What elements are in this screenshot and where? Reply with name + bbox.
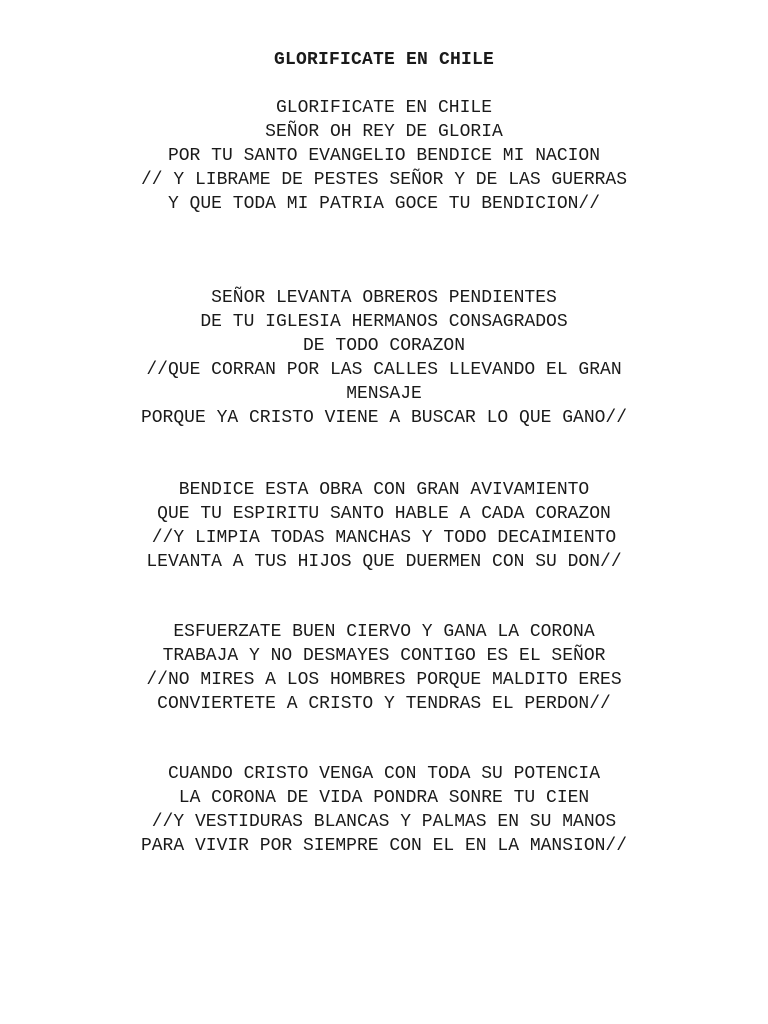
- lyric-line: CONVIERTETE A CRISTO Y TENDRAS EL PERDON//: [157, 694, 611, 714]
- lyric-line: Y QUE TODA MI PATRIA GOCE TU BENDICION//: [167, 194, 601, 214]
- lyric-line: // Y LIBRAME DE PESTES SEÑOR Y DE LAS GUERRAS: [140, 170, 628, 190]
- document-title: GLORIFICATE EN CHILE: [273, 50, 495, 70]
- lyric-line: SEÑOR LEVANTA OBREROS PENDIENTES: [211, 288, 557, 308]
- stanza-1: [0, 96, 768, 216]
- stanza-5: [0, 762, 768, 858]
- lyric-line: BENDICE ESTA OBRA CON GRAN AVIVAMIENTO: [178, 480, 590, 500]
- lyric-line: PARA VIVIR POR SIEMPRE CON EL EN LA MANSION//: [140, 836, 628, 856]
- lyric-line: GLORIFICATE EN CHILE: [275, 98, 493, 118]
- stanza-3: [0, 478, 768, 574]
- lyric-line: QUE TU ESPIRITU SANTO HABLE A CADA CORAZON: [157, 504, 611, 524]
- lyric-line: //Y VESTIDURAS BLANCAS Y PALMAS EN SU MANOS: [151, 812, 617, 832]
- lyric-line: //Y LIMPIA TODAS MANCHAS Y TODO DECAIMIENTO: [151, 528, 617, 548]
- lyric-line: //QUE CORRAN POR LAS CALLES LLEVANDO EL GRAN: [146, 360, 622, 380]
- lyric-line: POR TU SANTO EVANGELIO BENDICE MI NACION: [167, 146, 601, 166]
- lyric-line: ESFUERZATE BUEN CIERVO Y GANA LA CORONA: [173, 622, 595, 642]
- lyric-line: MENSAJE: [346, 384, 422, 404]
- stanza-4: [0, 620, 768, 716]
- lyric-line: TRABAJA Y NO DESMAYES CONTIGO ES EL SEÑOR: [162, 646, 606, 666]
- stanza-2: [0, 286, 768, 430]
- lyric-line: DE TU IGLESIA HERMANOS CONSAGRADOS: [200, 312, 568, 332]
- lyric-line: LA CORONA DE VIDA PONDRA SONRE TU CIEN: [178, 788, 590, 808]
- lyric-line: SEÑOR OH REY DE GLORIA: [265, 122, 503, 142]
- lyric-line: LEVANTA A TUS HIJOS QUE DUERMEN CON SU DON//: [146, 552, 622, 572]
- lyric-line: CUANDO CRISTO VENGA CON TODA SU POTENCIA: [167, 764, 601, 784]
- lyric-line: DE TODO CORAZON: [302, 336, 466, 356]
- lyric-line: PORQUE YA CRISTO VIENE A BUSCAR LO QUE GANO//: [140, 408, 628, 428]
- lyric-line: //NO MIRES A LOS HOMBRES PORQUE MALDITO ERES: [146, 670, 622, 690]
